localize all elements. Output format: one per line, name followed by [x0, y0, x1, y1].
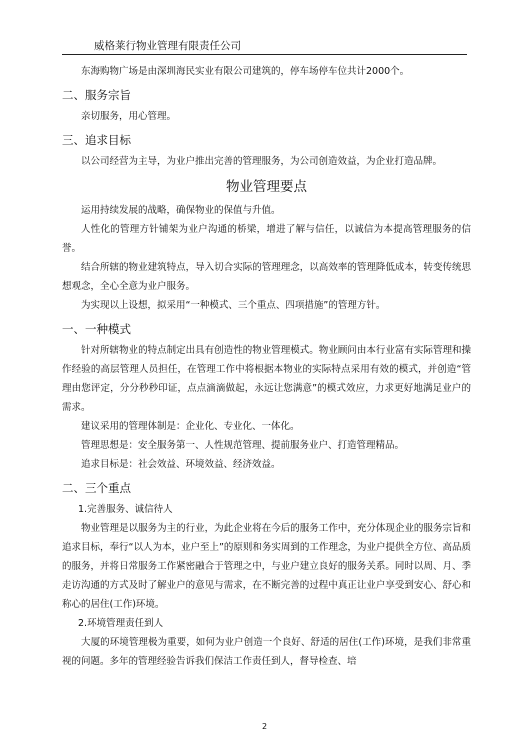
section-service-title: 二、服务宗旨 — [62, 88, 131, 102]
section-service-body: 亲切服务，用心管理。 — [81, 111, 177, 122]
section-goal-title: 三、追求目标 — [62, 133, 131, 147]
focus-item-body: 大厦的环境管理极为重要，如何为业户创造一个良好、舒适的居住(工作)环境，是我们非常重视的问题。多年的管理经验告诉我们保洁工作责任到人，督导检查、培 — [62, 637, 471, 667]
section-goal-body: 以公司经营为主导，为业户推出完善的管理服务，为公司创造效益，为企业打造品牌。 — [81, 156, 443, 167]
mode-paragraph: 针对所辖物业的特点制定出具有创造性的物业管理模式。物业顾问由本行业富有实际管理和操作经验的高层管理人员担任，在管理工作中将根据本物业的实际特点采用有效的模式，并创造“管理由您评定，分分秒秒印证，点点滴滴做起，永远让您满意”的模式效应，力求更好地满足业户的需求。 — [62, 345, 471, 413]
focus-item-label: 1.完善服务、诚信待人 — [78, 504, 173, 515]
intro-paragraph: 东海购物广场是由深圳海民实业有限公司建筑的，停车场停车位共计2000个。 — [81, 66, 410, 77]
mode-paragraph: 管理思想是：安全服务第一、人性规范管理、提前服务业户、打造管理精品。 — [81, 440, 405, 451]
page-header — [62, 38, 467, 55]
page-content — [62, 62, 471, 671]
main-title: 物业管理要点 — [226, 179, 307, 195]
point-paragraph: 运用持续发展的战略，确保物业的保值与升值。 — [81, 205, 281, 216]
mode-paragraph: 建议采用的管理体制是：企业化、专业化、一体化。 — [81, 421, 300, 432]
mode-paragraph: 追求目标是：社会效益、环境效益、经济效益。 — [81, 459, 281, 470]
mode-title: 一、一种模式 — [62, 322, 131, 336]
focus-item-body: 物业管理是以服务为主的行业，为此企业将在今后的服务工作中，充分体现企业的服务宗旨和追求目标，奉行“以人为本，业户至上”的原则和务实周到的工作理念，为业户提供全方位、高品质的服务，并将日常服务工作紧密融合于管理之中，与业户建立良好的服务关系。同时以周、月、季走访沟通的方式及时了解业户的意见与需求，在不断完善的过程中真正让业户享受到安心、舒心和称心的居住(工作)环境。 — [62, 523, 471, 610]
point-paragraph: 人性化的管理方针铺架为业户沟通的桥梁，增进了解与信任，以诚信为本提高管理服务的信誉。 — [62, 224, 471, 254]
focus-item-label: 2.环境管理责任到人 — [78, 618, 164, 629]
point-paragraph: 为实现以上设想，拟采用“一种模式、三个重点、四项措施”的管理方针。 — [81, 300, 386, 311]
point-paragraph: 结合所辖的物业建筑特点，导入切合实际的管理理念，以高效率的管理降低成本，转变传统思想观念，全心全意为业户服务。 — [62, 262, 471, 292]
company-name: 威格莱行物业管理有限责任公司 — [94, 40, 241, 52]
page-number: 2 — [261, 722, 268, 731]
focus-title: 二、三个重点 — [62, 481, 131, 495]
